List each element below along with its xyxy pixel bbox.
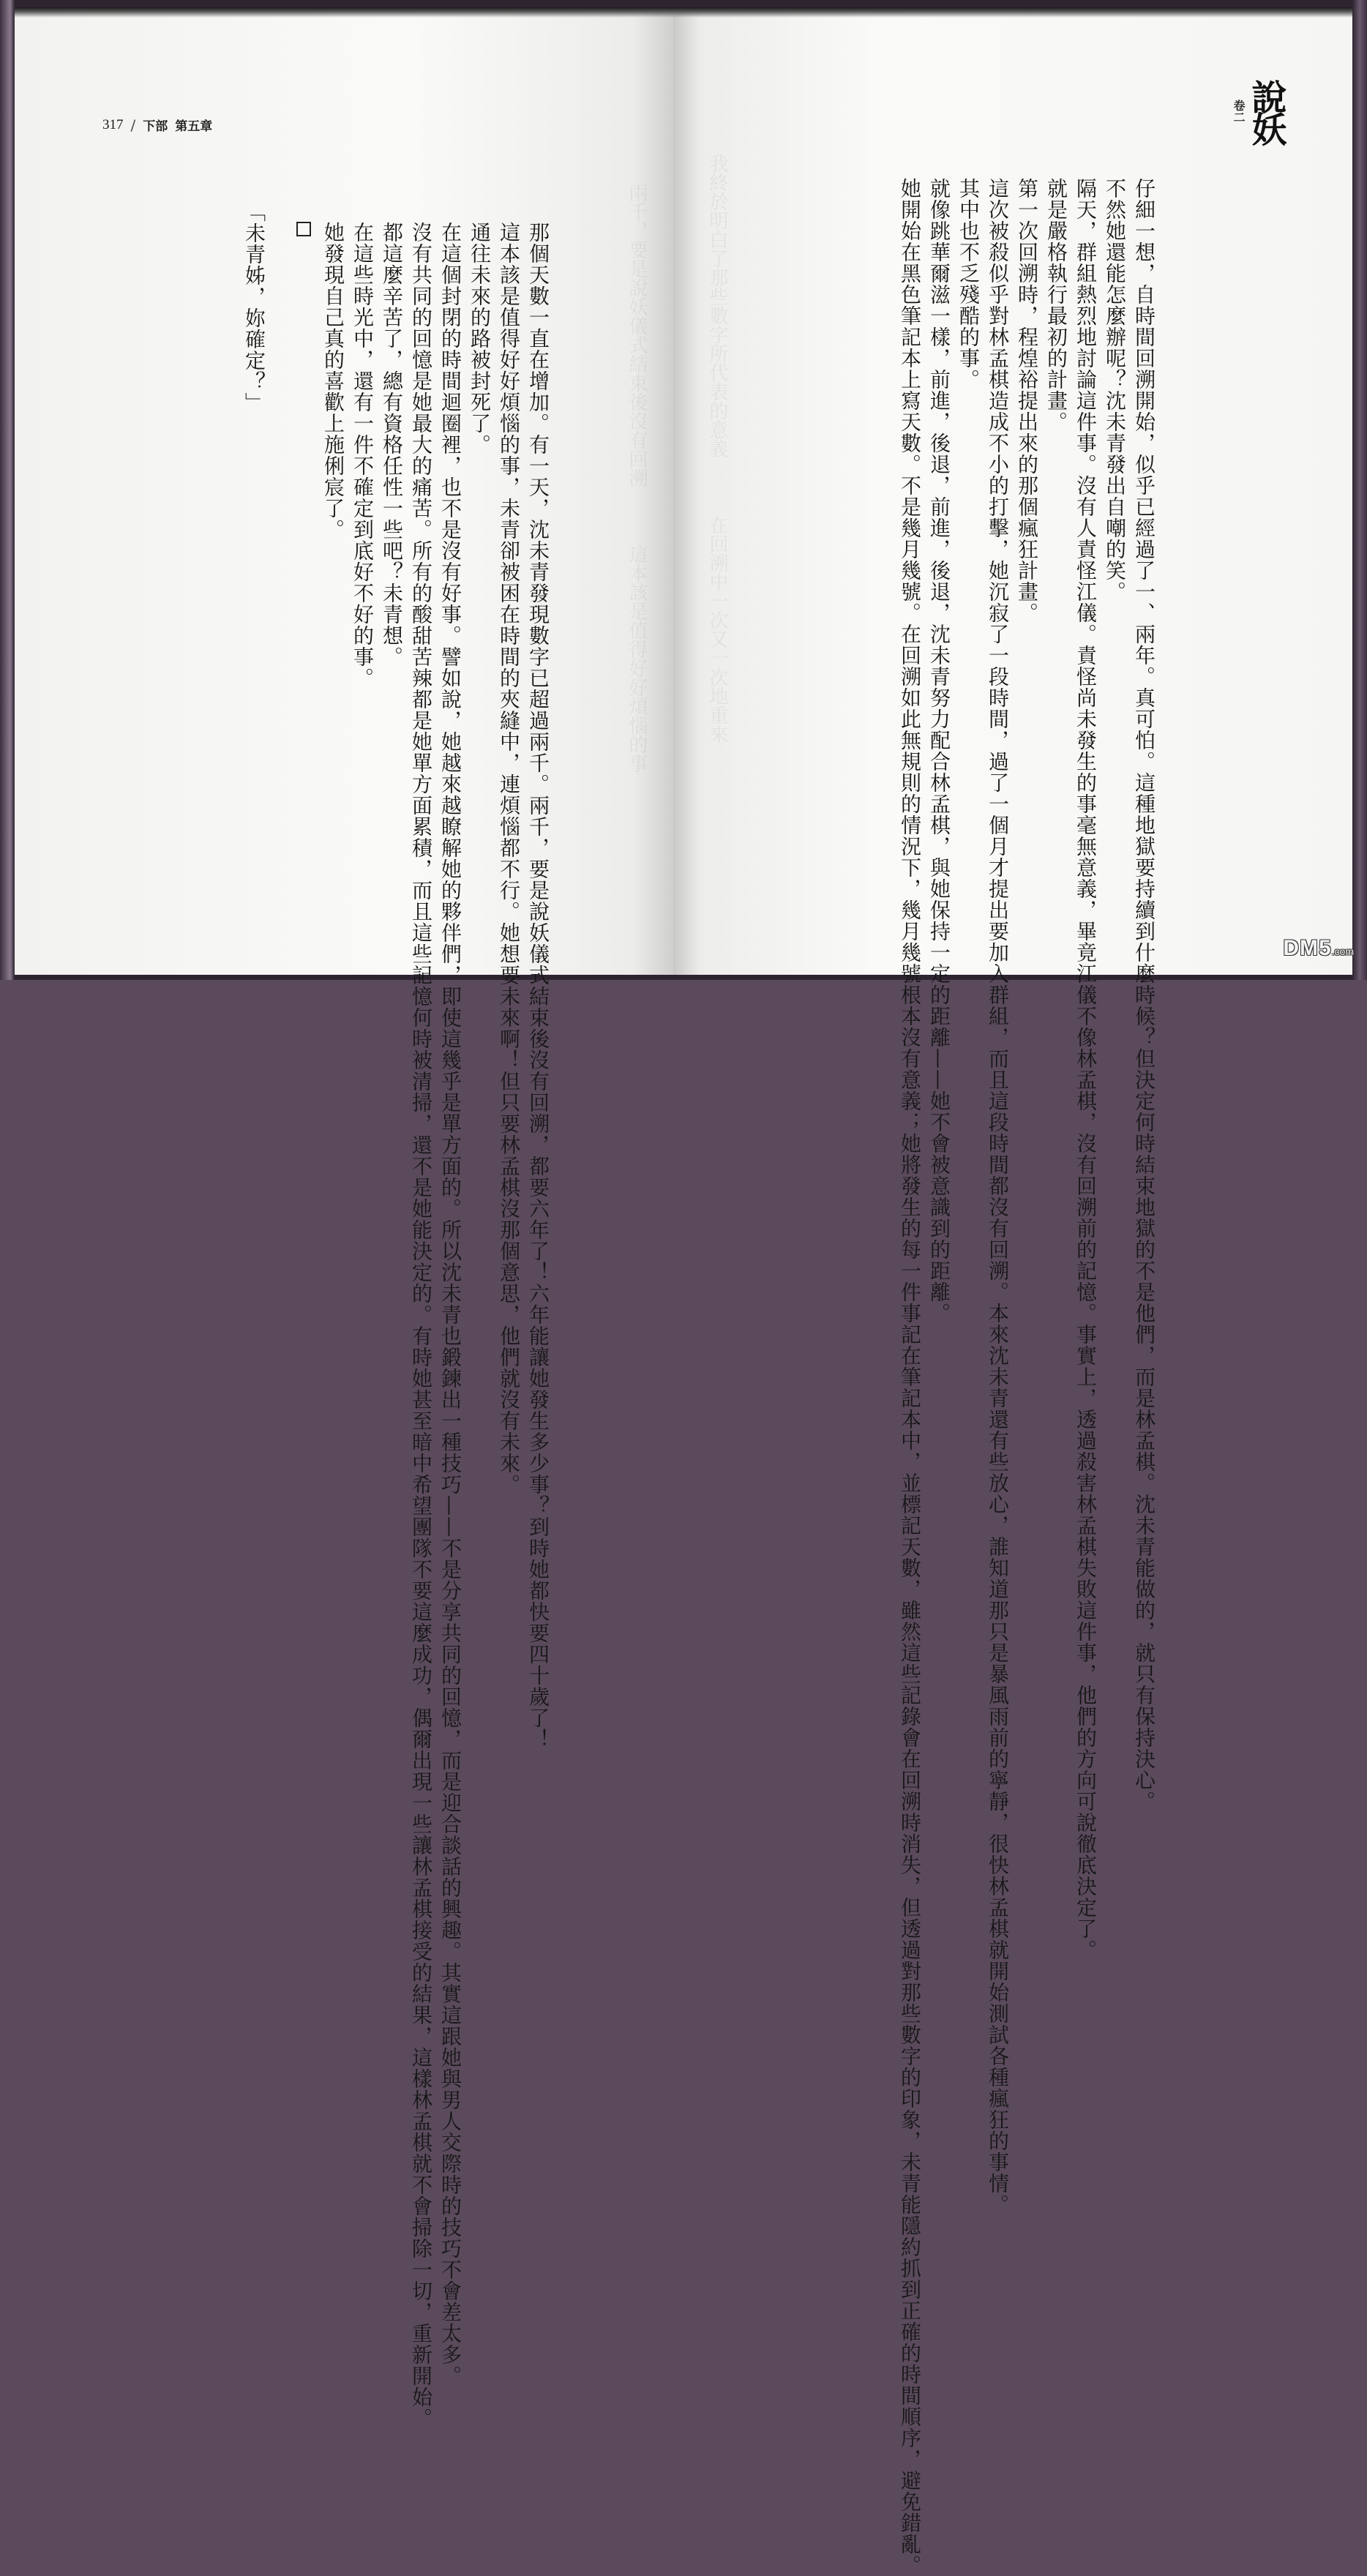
paragraph: 都這麼辛苦了，總有資格任性一些吧？未青想。 xyxy=(380,222,404,667)
volume-label: 卷二 xyxy=(1232,100,1246,123)
section-break xyxy=(289,201,318,948)
section-break-square-icon xyxy=(296,222,311,236)
paragraph: 這本該是值得好好煩惱的事，未青卻被困在時間的夾縫中，連煩惱都不行。她想要未來啊！但只要林孟棋沒那個意思，他們就沒有未來。 xyxy=(497,222,521,1495)
right-body-text xyxy=(895,157,1158,2576)
watermark-brand: DM5 xyxy=(1283,936,1332,960)
page-number: 317 xyxy=(102,116,124,132)
paragraph: 不然她還能怎麼辦呢？沈未青發出自嘲的笑。 xyxy=(1103,178,1127,602)
paragraph: 第一次回溯時，程煌裕提出來的那個瘋狂計畫。 xyxy=(1015,178,1039,624)
header-separator: / xyxy=(130,116,136,134)
bleed-through-text: 兩千，要是說妖儀式結束後沒有回溯 這本該是值得好好煩惱的事 xyxy=(626,183,648,773)
left-body-text xyxy=(239,201,553,2429)
book-title: 說妖 xyxy=(1246,79,1287,143)
book-title-block xyxy=(1213,79,1294,167)
left-page xyxy=(15,7,673,2429)
page-top-shadow xyxy=(15,7,673,18)
watermark-domain: .com xyxy=(1331,946,1354,957)
bleed-through-text: 我終於明白了那些數字所代表的意義 在回溯中一次又一次地重來 xyxy=(706,154,728,744)
paragraph: 隔天，群組熱烈地討論這件事。沒有人責怪江儀。責怪尚未發生的事毫無意義，畢竟江儀不像林孟棋，沒有回溯前的記憶。事實上，透過殺害林孟棋失敗這件事，他們的方向可說徹底決定了。 xyxy=(1074,178,1098,1961)
paragraph: 在這些時光中，還有一件不確定到底好不好的事。 xyxy=(351,222,375,689)
paragraph: 這次被殺似乎對林孟棋造成不小的打擊，她沉寂了一段時間，過了一個月才提出要加入群組，而且這段時間都沒有回溯。本來沈未青還有些放心，誰知道那只是暴風雨前的寧靜，很快林孟棋就開始測試各種瘋狂的事情。 xyxy=(986,178,1010,2215)
paragraph: 她開始在黑色筆記本上寫天數。不是幾月幾號。在回溯如此無規則的情況下，幾月幾號根本沒有意義；她將發生的每一件事記在筆記本中，並標記天數，雖然這些記錄會在回溯時消失，但透過對那些數字的印象，未青能隱約抓到正確的時間順序，避免錯亂。 xyxy=(898,178,922,2576)
paragraph: 「未青姊，妳確定？」 xyxy=(242,201,266,413)
header-part: 下部 xyxy=(143,119,168,134)
paragraph: 沒有共同的回憶是她最大的痛苦。所有的酸甜苦辣都是她單方面累積，而且這些記憶何時被清掃，還不是她能決定的。有時她甚至暗中希望團隊不要這麼成功，偶爾出現一些讓林孟棋接受的結果，這樣林孟棋就不會掃除一切，重新開始。 xyxy=(409,222,433,2429)
paragraph: 就是嚴格執行最初的計畫。 xyxy=(1044,178,1068,433)
site-watermark xyxy=(1283,936,1354,961)
header-chapter: 第五章 xyxy=(175,119,213,134)
right-page xyxy=(673,7,1352,2576)
paragraph: 其中也不乏殘酷的事。 xyxy=(956,178,981,390)
paragraph: 就像跳華爾滋一樣，前進，後退，前進，後退，沈未青努力配合林孟棋，與她保持一定的距離——她不會被意識到的距離。 xyxy=(927,178,951,1324)
paragraph: 仔細一想，自時間回溯開始，似乎已經過了一、兩年。真可怕。這種地獄要持續到什麼時候？但決定何時結束地獄的不是他們，而是林孟棋。沈未青能做的，就只有保持決心。 xyxy=(1132,178,1156,1812)
paragraph: 那個天數一直在增加。有一天，沈未青發現數字已超過兩千。兩千，要是說妖儀式結束後沒有回溯，都要六年了！六年能讓她發生多少事？到時她都快要四十歲了！ xyxy=(526,222,550,1750)
paragraph: 她發現自己真的喜歡上施俐宸了。 xyxy=(321,222,345,540)
running-header xyxy=(102,116,212,134)
paragraph: 通往未來的路被封死了。 xyxy=(468,222,492,455)
paragraph: 在這個封閉的時間迴圈裡，也不是沒有好事。譬如說，她越來越瞭解她的夥伴們，即使這幾乎是單方面的。所以沈未青也鍛鍊出一種技巧——不是分享共同的回憶，而是迎合談話的興趣。其實這跟她與男人交際時的技巧不會差太多。 xyxy=(438,222,462,2386)
page-top-shadow xyxy=(673,7,1352,18)
